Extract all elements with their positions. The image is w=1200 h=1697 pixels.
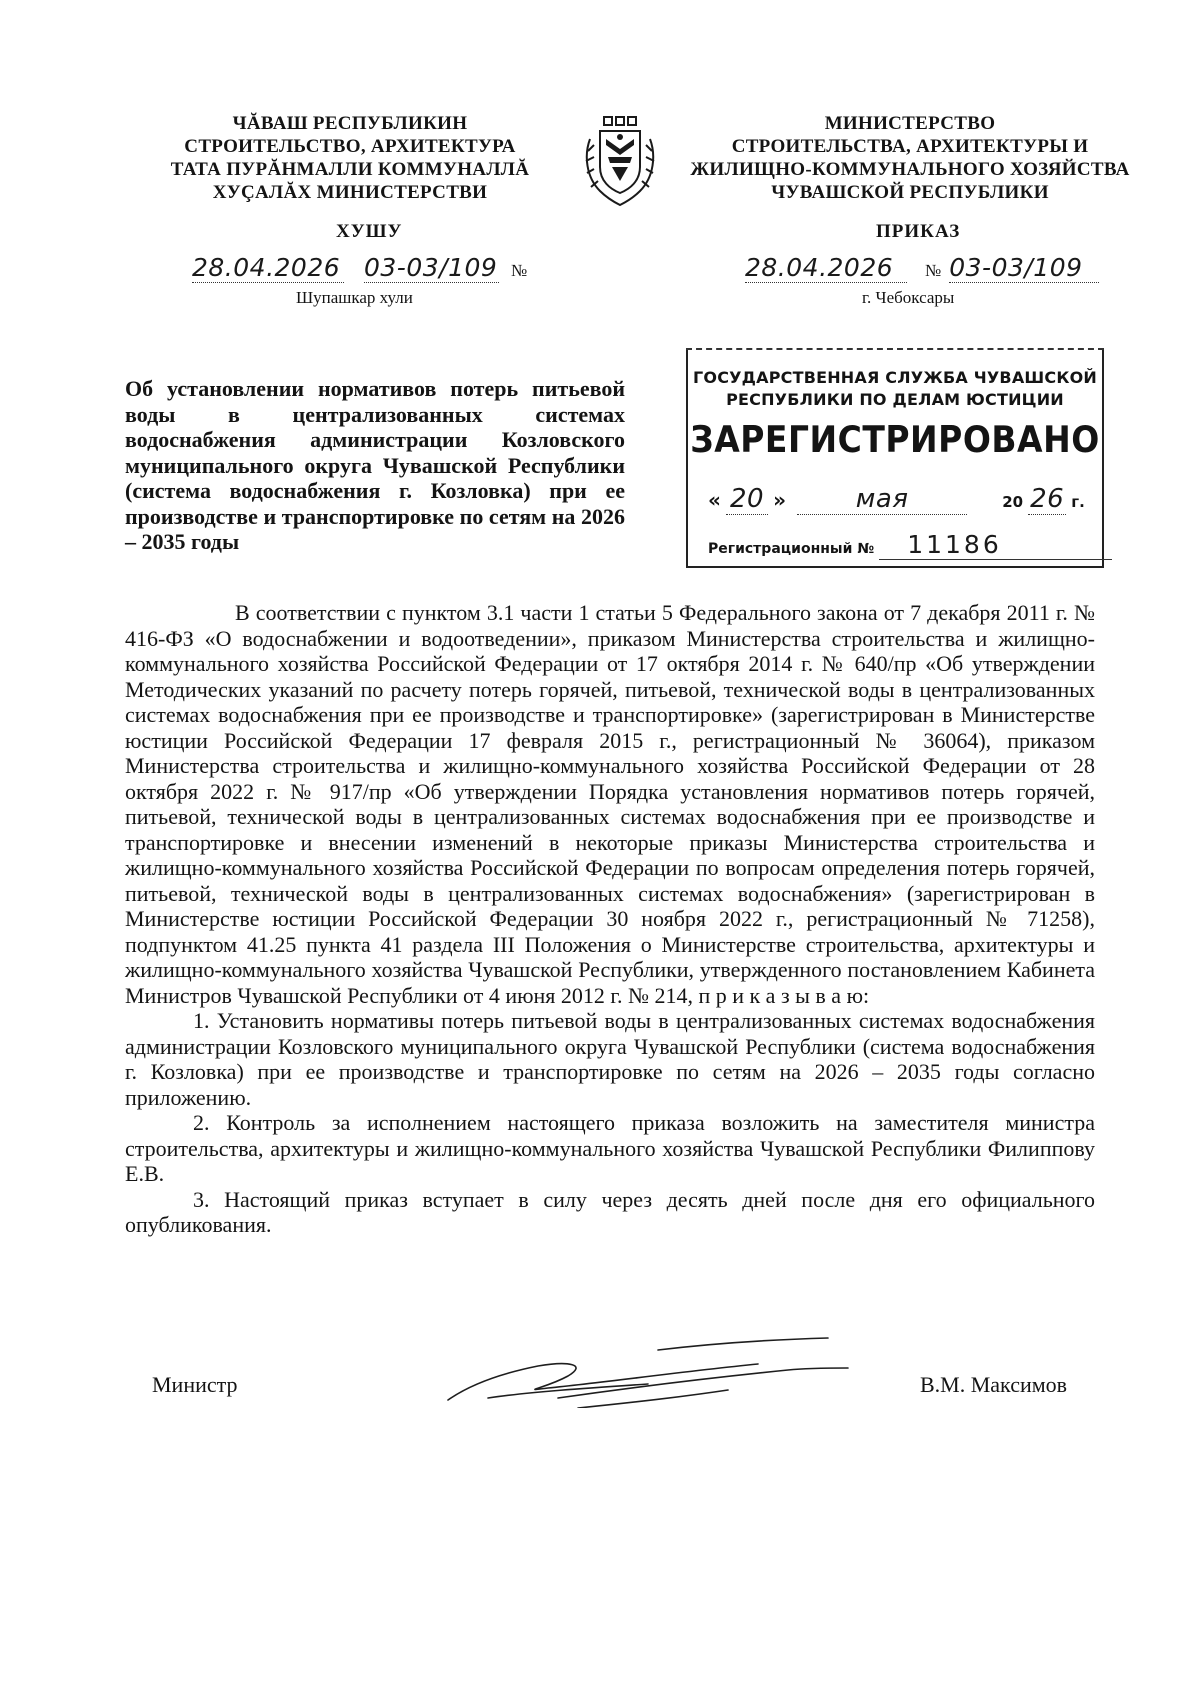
document-subject: Об установлении нормативов потерь питьевой воды в централизованных системах водоснабжения администрации Козловского муниципального округа Чувашской Республики (система водоснабжения г. Козловка) при ее производстве и транспортировке по сетям на 2026 – 2035 годы [125, 376, 625, 554]
stamp-line-2: РЕСПУБЛИКИ ПО ДЕЛАМ ЮСТИЦИИ [726, 390, 1064, 409]
left-date-number-line [192, 253, 537, 283]
stamp-day: 20 [726, 484, 768, 515]
stamp-year-suffix: г. [1071, 493, 1085, 511]
stamp-month: мая [797, 484, 967, 515]
signature-position: Министр [152, 1372, 238, 1397]
stamp-reg-line [708, 530, 1098, 560]
body-item-3: 3. Настоящий приказ вступает в силу через десять дней после дня его официального опубликования. [125, 1186, 1095, 1237]
header-right-line: СТРОИТЕЛЬСТВА, АРХИТЕКТУРЫ И [731, 136, 1089, 157]
header-right [680, 112, 1140, 204]
right-date-number-line [745, 253, 1110, 283]
handwritten-signature-icon [428, 1328, 868, 1408]
document-body [125, 600, 1095, 1238]
stamp-reg-number: 11186 [879, 530, 1112, 560]
left-number: 03-03/109 [364, 253, 498, 282]
stamp-quote-close: » [773, 488, 787, 512]
header-left-line: СТРОИТЕЛЬСТВО, АРХИТЕКТУРА [184, 136, 516, 157]
registration-stamp [686, 350, 1104, 568]
header-left [150, 112, 550, 204]
signature-name: В.М. Максимов [920, 1372, 1068, 1397]
left-date: 28.04.2026 [192, 253, 344, 283]
left-no-label: № [511, 261, 528, 280]
stamp-title: ЗАРЕГИСТРИРОВАНО [690, 418, 1100, 461]
stamp-year-prefix: 20 [1002, 493, 1024, 511]
right-place: г. Чебоксары [862, 288, 955, 307]
right-date: 28.04.2026 [745, 253, 907, 283]
left-place: Шупашкар хули [296, 288, 413, 307]
header-right-line: ЖИЛИЩНО-КОММУНАЛЬНОГО ХОЗЯЙСТВА [690, 159, 1130, 180]
chuvash-coat-of-arms-icon [582, 115, 658, 211]
stamp-quote-open: « [708, 488, 721, 512]
header-left-line: ЧĂВАШ РЕСПУБЛИКИН [232, 113, 468, 134]
body-item-1: 1. Установить нормативы потерь питьевой воды в централизованных системах водоснабжения администрации Козловского муниципального округа Чувашской Республики (система водоснабжения г. Козловка) при ее производстве и транспортировке по сетям на 2026 – 2035 годы согласно приложению. [125, 1008, 1095, 1110]
doc-type-left: ХУШУ [336, 221, 403, 242]
stamp-date-line [708, 484, 1098, 515]
header-left-line: ХУÇАЛĂХ МИНИСТЕРСТВИ [212, 182, 488, 203]
right-no-label: № [925, 261, 942, 280]
body-preamble: В соответствии с пунктом 3.1 части 1 статьи 5 Федерального закона от 7 декабря 2011 г. № 416-ФЗ «О водоснабжении и водоотведении», приказом Министерства строительства и жилищно-коммунального хозяйства Российской Федерации от 17 октября 2014 г. № 640/пр «Об утверждении Методических указаний по расчету потерь горячей, питьевой, технической воды в централизованных системах водоснабжения при ее производстве и транспортировке» (зарегистрирован в Министерстве юстиции Российской Федерации 17 февраля 2015 г., регистрационный № 36064), приказом Министерства строительства и жилищно-коммунального хозяйства Российской Федерации от 28 октября 2022 г. № 917/пр «Об утверждении Порядка установления нормативов потерь горячей, питьевой, технической воды в централизованных системах водоснабжения при ее производстве и транспортировке и внесении изменений в некоторые приказы Министерства строительства и жилищно-коммунального хозяйства Российской Федерации по вопросам определения потерь горячей, питьевой, технической воды в централизованных системах водоснабжения» (зарегистрирован в Министерстве юстиции Российской Федерации 30 ноября 2022 г., регистрационный № 71258), подпунктом 41.25 пункта 41 раздела III Положения о Министерстве строительства, архитектуры и жилищно-коммунального хозяйства Чувашской Республики, утвержденного постановлением Кабинета Министров Чувашской Республики от 4 июня 2012 г. № 214, п р и к а з ы в а ю: [125, 600, 1095, 1008]
stamp-reg-label: Регистрационный № [708, 541, 875, 557]
doc-type-right: ПРИКАЗ [876, 221, 961, 242]
stamp-line-1: ГОСУДАРСТВЕННАЯ СЛУЖБА ЧУВАШСКОЙ [693, 368, 1097, 387]
header-right-line: ЧУВАШСКОЙ РЕСПУБЛИКИ [771, 182, 1049, 203]
header-right-line: МИНИСТЕРСТВО [824, 113, 996, 134]
header-left-line: ТАТА ПУРĂНМАЛЛИ КОММУНАЛЛĂ [170, 159, 530, 180]
right-number: 03-03/109 [949, 253, 1099, 283]
body-item-2: 2. Контроль за исполнением настоящего приказа возложить на заместителя министра строительства, архитектуры и жилищно-коммунального хозяйства Чувашской Республики Филиппову Е.В. [125, 1110, 1095, 1186]
stamp-year: 26 [1030, 484, 1065, 514]
